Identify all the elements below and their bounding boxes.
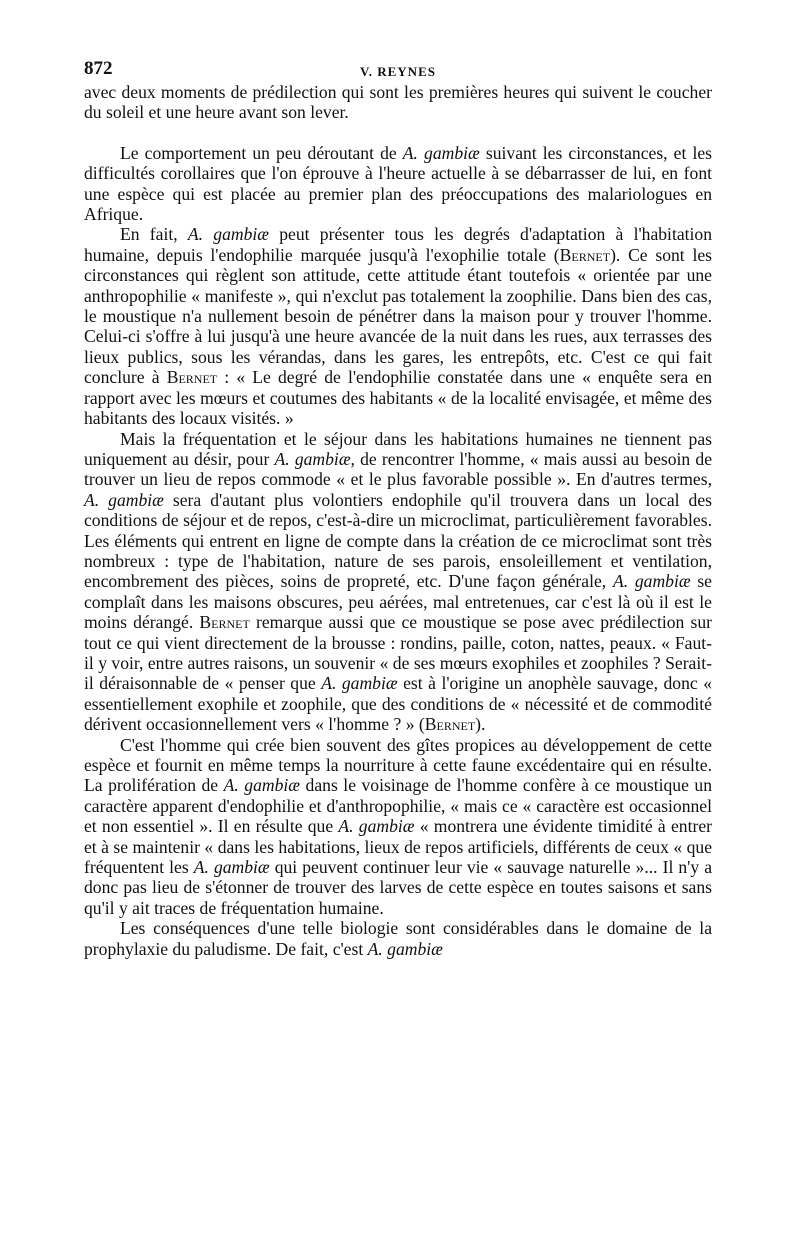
author-citation: Bernet xyxy=(424,714,476,735)
text-run: Mais la fréquentation et le séjour dans les habitations humaines ne tiennent pas uniquement au désir, pour xyxy=(84,428,712,469)
species-name: A. gambiæ xyxy=(223,775,301,796)
page xyxy=(84,52,712,959)
species-name: A. gambiæ xyxy=(402,142,480,163)
author-citation: Bernet xyxy=(199,612,250,633)
page-number: 872 xyxy=(84,58,113,79)
paragraph-4 xyxy=(84,429,712,735)
species-name: A. gambiæ xyxy=(84,489,164,510)
page-header xyxy=(84,52,712,82)
text-run: Les conséquences d'une telle biologie sont considérables dans le domaine de la prophylaxie du paludisme. De fait, c'est xyxy=(84,918,712,959)
text-run: de rencontrer l'homme, « mais aussi au besoin de trouver un lieu de repos commode « et le plus favorable possible ». En d'autres termes, xyxy=(84,448,712,490)
text-run: qui peuvent continuer leur vie « sauvage naturelle »... Il n'y a donc pas lieu de s'étonner de trouver des larves de cette espèce en toutes saisons et sans qu'il y ait traces de fréquentation humaine. xyxy=(84,857,713,918)
text-run: C'est l'homme qui crée bien souvent des gîtes propices au développement de cette espèce et fournit en même temps la nourriture à cette faune excédentaire qui en résulte. La prolifération de xyxy=(84,734,712,796)
author-citation: Bernet xyxy=(166,367,218,388)
text-run: En fait, xyxy=(120,224,188,245)
species-name: A. gambiæ, xyxy=(274,448,355,469)
species-name: A. gambiæ xyxy=(612,571,691,592)
text-run: peut présenter tous les degrés d'adaptation à l'habitation humaine, depuis l'endophilie marquée jusqu'à l'exophilie totale ( xyxy=(84,224,713,265)
text-run: suivant les circonstances, et les difficultés corollaires que l'on éprouve à l'heure actuelle à se débarrasser de lui, en font une espèce qui est placée au premier plan des préoccupations des malariologues en Afrique. xyxy=(84,142,713,225)
species-name: A. gambiæ xyxy=(187,224,270,245)
text-run: « montrera une évidente timidité à entrer et à se maintenir « dans les habitations, lieux de repos artificiels, différents de ceux « que fréquentent les xyxy=(84,816,712,878)
species-name: A. gambiæ xyxy=(193,857,270,878)
species-name: A. gambiæ xyxy=(338,816,415,837)
text-run: Le comportement un peu déroutant de xyxy=(120,142,403,163)
text-run: ). xyxy=(475,714,486,735)
text-run: avec deux moments de prédilection qui sont les premières heures qui suivent le coucher du soleil et une heure avant son lever. xyxy=(84,82,712,123)
text-run: sera d'autant plus volontiers endophile qu'il trouvera dans un local des conditions de séjour et de repos, c'est-à-dire un microclimat, particulièrement favorables. Les éléments qui entrent en ligne de compte dans la création de ce microclimat sont très nombreux : type de l'habitation, nature de ses parois, ensoleillement et ventilation, encombrement des pièces, soins de propreté, etc. D'une façon générale, xyxy=(84,489,712,592)
species-name: A. gambiæ xyxy=(367,938,443,959)
paragraph-1 xyxy=(84,82,712,123)
text-run: : « Le degré de l'endophilie constatée dans une « enquête sera en rapport avec les mœurs et coutumes des habitants « de la localité envisagée, et même des habitants des locaux visités. » xyxy=(84,367,712,429)
species-name: A. gambiæ xyxy=(321,673,398,694)
text-run: est à l'origine un anophèle sauvage, donc « essentiellement exophile et zoophile, que des conditions de « nécessité et de commodité dérivent occasionnellement vers « l'homme ? » ( xyxy=(84,673,713,735)
text-run: dans le voisinage de l'homme confère à ce moustique un caractère apparent d'endophilie et d'anthropophilie, « mais ce « caractère est occasionnel et non essentiel ». Il en résulte que xyxy=(84,775,713,837)
text-run: ). Ce sont les circonstances qui règlent son attitude, cette attitude étant toutefois « orientée par une anthropophilie « manifeste », qui n'exclut pas totalement la zoophilie. Dans bien des cas, le moustique n'a nullement besoin de pénétrer dans la maison pour y trouver l'homme. Celui-ci s'offre à lui jusqu'à une heure avancée de la nuit dans les rues, aux terrasses des lieux publics, sous les vérandas, dans les gares, les entrepôts, etc. C'est ce qui fait conclure à xyxy=(84,244,712,388)
paragraph-6 xyxy=(84,918,712,959)
paragraph-3 xyxy=(84,224,712,428)
author-citation: Bernet xyxy=(559,244,611,265)
running-head: V. REYNES xyxy=(360,64,436,79)
text-run: se complaît dans les maisons obscures, peu aérées, mal entretenues, car c'est là où il est le moins dérangé. xyxy=(84,571,712,633)
paragraph-5 xyxy=(84,735,712,919)
paragraph-2 xyxy=(84,143,712,225)
text-run: remarque aussi que ce moustique se pose avec prédilection sur tout ce qui vient directement de la brousse : rondins, paille, coton, nattes, peaux. « Faut-il y voir, entre autres raisons, un souvenir « de ses mœurs exophiles et zoophiles ? Serait-il déraisonnable de « penser que xyxy=(84,612,712,694)
